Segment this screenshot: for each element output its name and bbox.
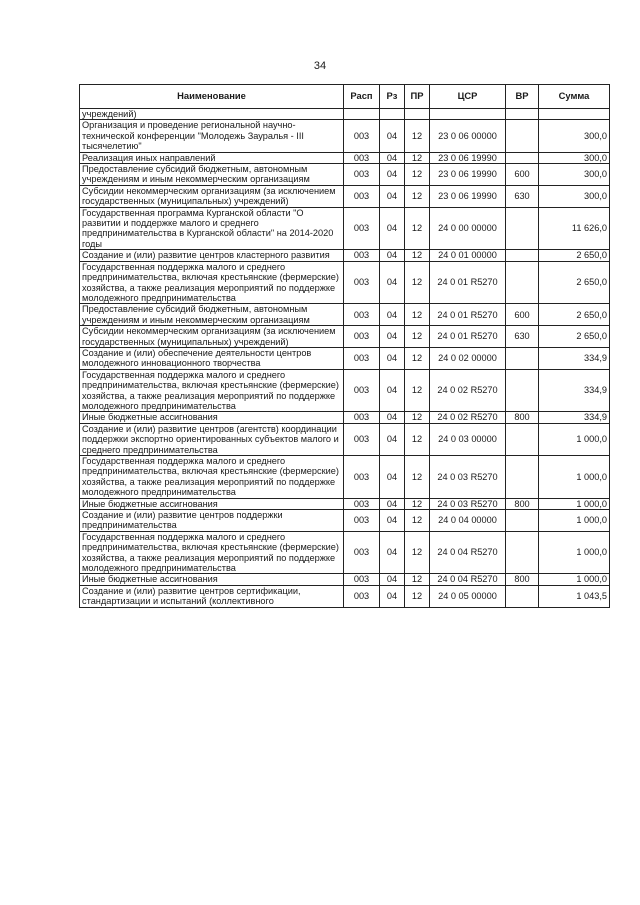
cell-sum: 1 000,0 xyxy=(539,574,610,585)
cell-csr: 24 0 02 R5270 xyxy=(430,369,506,412)
cell-rz: 04 xyxy=(380,326,405,348)
cell-name: Государственная поддержка малого и среднего предпринимательства, включая крестьянские (фермерские) хозяйства, а также реализация мероприятий по поддержке молодежного предпринимательства xyxy=(80,456,344,499)
header-name: Наименование xyxy=(80,85,344,109)
cell-csr: 24 0 03 R5270 xyxy=(430,456,506,499)
cell-rasp: 003 xyxy=(344,498,380,509)
table-row xyxy=(80,304,610,326)
page-number: 34 xyxy=(313,60,327,72)
table-row xyxy=(80,347,610,369)
cell-rasp: 003 xyxy=(344,423,380,455)
table-row xyxy=(80,326,610,348)
cell-csr: 24 0 00 00000 xyxy=(430,207,506,250)
cell-name: Государственная программа Курганской области "О развитии и поддержке малого и среднего предпринимательства в Курганской области" на 2014-2020 годы xyxy=(80,207,344,250)
cell-sum: 334,9 xyxy=(539,369,610,412)
cell-rz: 04 xyxy=(380,120,405,152)
cell-rasp: 003 xyxy=(344,510,380,532)
cell-pr: 12 xyxy=(405,250,430,261)
table-row xyxy=(80,574,610,585)
cell-vr xyxy=(506,456,539,499)
cell-pr: 12 xyxy=(405,412,430,423)
cell-rasp: 003 xyxy=(344,164,380,186)
cell-sum: 2 650,0 xyxy=(539,326,610,348)
cell-name: учреждений) xyxy=(80,109,344,120)
cell-rz: 04 xyxy=(380,456,405,499)
cell-vr xyxy=(506,585,539,607)
cell-csr: 24 0 01 R5270 xyxy=(430,261,506,304)
header-pr: ПР xyxy=(405,85,430,109)
cell-sum: 1 000,0 xyxy=(539,456,610,499)
table-row xyxy=(80,423,610,455)
cell-vr: 600 xyxy=(506,164,539,186)
cell-csr: 23 0 06 19990 xyxy=(430,152,506,163)
cell-sum: 2 650,0 xyxy=(539,250,610,261)
cell-rz: 04 xyxy=(380,207,405,250)
cell-sum: 1 000,0 xyxy=(539,498,610,509)
cell-rz: 04 xyxy=(380,510,405,532)
cell-rz: 04 xyxy=(380,412,405,423)
cell-name: Иные бюджетные ассигнования xyxy=(80,574,344,585)
table-row xyxy=(80,531,610,574)
cell-name: Создание и (или) развитие центров кластерного развития xyxy=(80,250,344,261)
cell-pr: 12 xyxy=(405,326,430,348)
cell-vr xyxy=(506,369,539,412)
cell-sum: 1 000,0 xyxy=(539,510,610,532)
cell-vr: 800 xyxy=(506,412,539,423)
cell-sum: 300,0 xyxy=(539,164,610,186)
header-csr: ЦСР xyxy=(430,85,506,109)
cell-rz: 04 xyxy=(380,164,405,186)
table-row xyxy=(80,412,610,423)
cell-pr: 12 xyxy=(405,164,430,186)
cell-name: Создание и (или) развитие центров сертификации, стандартизации и испытаний (коллективного xyxy=(80,585,344,607)
cell-rasp: 003 xyxy=(344,456,380,499)
cell-pr: 12 xyxy=(405,261,430,304)
cell-csr: 24 0 02 R5270 xyxy=(430,412,506,423)
cell-csr: 24 0 01 R5270 xyxy=(430,326,506,348)
cell-name: Государственная поддержка малого и среднего предпринимательства, включая крестьянские (фермерские) хозяйства, а также реализация мероприятий по поддержке молодежного предпринимательства xyxy=(80,261,344,304)
cell-rasp: 003 xyxy=(344,207,380,250)
table-row xyxy=(80,109,610,120)
cell-sum: 334,9 xyxy=(539,347,610,369)
cell-sum: 300,0 xyxy=(539,120,610,152)
cell-csr: 24 0 04 R5270 xyxy=(430,531,506,574)
cell-rz: 04 xyxy=(380,531,405,574)
cell-vr xyxy=(506,152,539,163)
cell-rasp: 003 xyxy=(344,412,380,423)
table-row xyxy=(80,456,610,499)
cell-pr: 12 xyxy=(405,347,430,369)
cell-csr: 24 0 04 00000 xyxy=(430,510,506,532)
cell-vr xyxy=(506,250,539,261)
cell-csr: 24 0 02 00000 xyxy=(430,347,506,369)
cell-rz: 04 xyxy=(380,261,405,304)
cell-vr xyxy=(506,207,539,250)
header-sum: Сумма xyxy=(539,85,610,109)
table-row xyxy=(80,261,610,304)
cell-rz: 04 xyxy=(380,250,405,261)
table-row xyxy=(80,120,610,152)
cell-pr: 12 xyxy=(405,369,430,412)
cell-name: Создание и (или) развитие центров поддержки предпринимательства xyxy=(80,510,344,532)
cell-vr xyxy=(506,531,539,574)
cell-rz xyxy=(380,109,405,120)
cell-vr xyxy=(506,423,539,455)
cell-rasp: 003 xyxy=(344,369,380,412)
table-row xyxy=(80,510,610,532)
cell-pr: 12 xyxy=(405,423,430,455)
table-row xyxy=(80,185,610,207)
cell-vr xyxy=(506,120,539,152)
cell-csr: 24 0 05 00000 xyxy=(430,585,506,607)
cell-vr xyxy=(506,510,539,532)
cell-sum: 2 650,0 xyxy=(539,261,610,304)
cell-sum: 334,9 xyxy=(539,412,610,423)
cell-name: Предоставление субсидий бюджетным, автономным учреждениям и иным некоммерческим организациям xyxy=(80,164,344,186)
cell-rasp: 003 xyxy=(344,152,380,163)
table-row xyxy=(80,369,610,412)
cell-name: Реализация иных направлений xyxy=(80,152,344,163)
header-vr: ВР xyxy=(506,85,539,109)
cell-rasp: 003 xyxy=(344,347,380,369)
cell-rasp xyxy=(344,109,380,120)
cell-rz: 04 xyxy=(380,574,405,585)
table-row xyxy=(80,152,610,163)
cell-pr: 12 xyxy=(405,510,430,532)
cell-pr: 12 xyxy=(405,152,430,163)
cell-sum: 11 626,0 xyxy=(539,207,610,250)
header-rz: Рз xyxy=(380,85,405,109)
cell-name: Иные бюджетные ассигнования xyxy=(80,412,344,423)
cell-vr: 630 xyxy=(506,326,539,348)
cell-rz: 04 xyxy=(380,423,405,455)
cell-csr: 24 0 03 00000 xyxy=(430,423,506,455)
cell-rz: 04 xyxy=(380,369,405,412)
cell-rasp: 003 xyxy=(344,304,380,326)
cell-rasp: 003 xyxy=(344,185,380,207)
cell-rz: 04 xyxy=(380,185,405,207)
cell-csr: 24 0 04 R5270 xyxy=(430,574,506,585)
cell-vr xyxy=(506,261,539,304)
cell-sum: 1 000,0 xyxy=(539,423,610,455)
cell-name: Иные бюджетные ассигнования xyxy=(80,498,344,509)
table-row xyxy=(80,250,610,261)
cell-rasp: 003 xyxy=(344,574,380,585)
cell-pr xyxy=(405,109,430,120)
cell-vr: 630 xyxy=(506,185,539,207)
cell-pr: 12 xyxy=(405,574,430,585)
cell-csr: 23 0 06 00000 xyxy=(430,120,506,152)
cell-name: Создание и (или) развитие центров (агентств) координации поддержки экспортно ориентированных субъектов малого и среднего предпринимательства xyxy=(80,423,344,455)
cell-csr xyxy=(430,109,506,120)
table-row xyxy=(80,164,610,186)
cell-vr xyxy=(506,347,539,369)
cell-pr: 12 xyxy=(405,456,430,499)
table-row xyxy=(80,585,610,607)
cell-rz: 04 xyxy=(380,347,405,369)
cell-vr xyxy=(506,109,539,120)
cell-sum: 2 650,0 xyxy=(539,304,610,326)
header-rasp: Расп xyxy=(344,85,380,109)
cell-name: Субсидии некоммерческим организациям (за исключением государственных (муниципальных) учреждений) xyxy=(80,326,344,348)
cell-pr: 12 xyxy=(405,207,430,250)
cell-pr: 12 xyxy=(405,304,430,326)
cell-vr: 800 xyxy=(506,574,539,585)
cell-rasp: 003 xyxy=(344,585,380,607)
cell-rz: 04 xyxy=(380,498,405,509)
table-row xyxy=(80,498,610,509)
budget-table xyxy=(79,84,610,608)
cell-name: Государственная поддержка малого и среднего предпринимательства, включая крестьянские (фермерские) хозяйства, а также реализация мероприятий по поддержке молодежного предпринимательства xyxy=(80,531,344,574)
cell-vr: 600 xyxy=(506,304,539,326)
cell-name: Создание и (или) обеспечение деятельности центров молодежного инновационного творчества xyxy=(80,347,344,369)
cell-rasp: 003 xyxy=(344,531,380,574)
table-header-row xyxy=(80,85,610,109)
cell-rz: 04 xyxy=(380,585,405,607)
cell-rz: 04 xyxy=(380,304,405,326)
cell-csr: 24 0 01 R5270 xyxy=(430,304,506,326)
table-row xyxy=(80,207,610,250)
cell-vr: 800 xyxy=(506,498,539,509)
cell-rz: 04 xyxy=(380,152,405,163)
cell-csr: 24 0 03 R5270 xyxy=(430,498,506,509)
cell-pr: 12 xyxy=(405,585,430,607)
cell-rasp: 003 xyxy=(344,261,380,304)
cell-rasp: 003 xyxy=(344,250,380,261)
cell-name: Субсидии некоммерческим организациям (за исключением государственных (муниципальных) учреждений) xyxy=(80,185,344,207)
cell-rasp: 003 xyxy=(344,120,380,152)
cell-name: Организация и проведение региональной научно-технической конференции "Молодежь Зауралья - III тысячелетию" xyxy=(80,120,344,152)
cell-csr: 23 0 06 19990 xyxy=(430,185,506,207)
cell-pr: 12 xyxy=(405,498,430,509)
table-body xyxy=(80,109,610,608)
cell-pr: 12 xyxy=(405,120,430,152)
cell-name: Государственная поддержка малого и среднего предпринимательства, включая крестьянские (фермерские) хозяйства, а также реализация мероприятий по поддержке молодежного предпринимательства xyxy=(80,369,344,412)
cell-pr: 12 xyxy=(405,531,430,574)
cell-sum: 1 000,0 xyxy=(539,531,610,574)
cell-sum: 300,0 xyxy=(539,152,610,163)
cell-rasp: 003 xyxy=(344,326,380,348)
cell-sum: 300,0 xyxy=(539,185,610,207)
cell-csr: 24 0 01 00000 xyxy=(430,250,506,261)
cell-sum: 1 043,5 xyxy=(539,585,610,607)
cell-pr: 12 xyxy=(405,185,430,207)
cell-sum xyxy=(539,109,610,120)
cell-csr: 23 0 06 19990 xyxy=(430,164,506,186)
cell-name: Предоставление субсидий бюджетным, автономным учреждениям и иным некоммерческим организациям xyxy=(80,304,344,326)
